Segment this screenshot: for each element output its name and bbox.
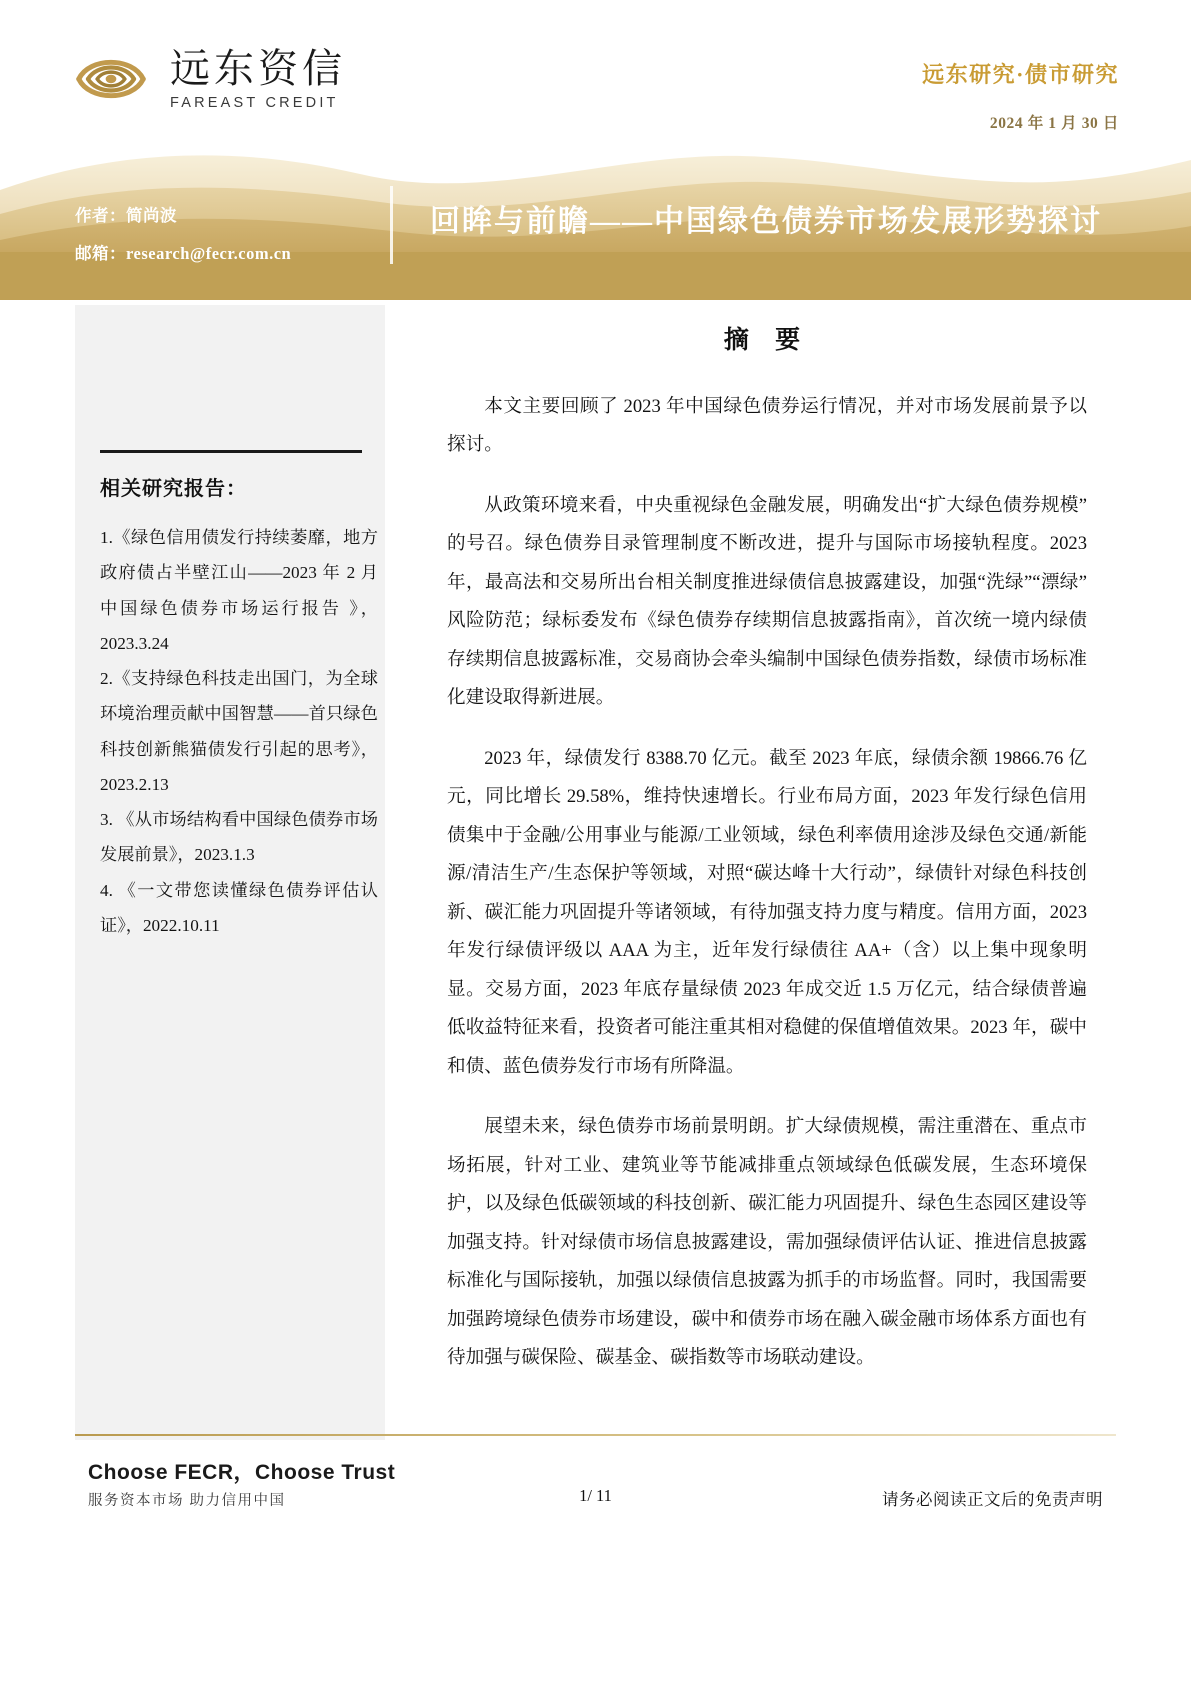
- page-content: [0, 300, 1191, 1430]
- logo-name-cn: 远东资信: [170, 46, 346, 91]
- abstract-title: 摘 要: [723, 327, 811, 354]
- logo-wordmark: [170, 48, 346, 111]
- list-item[interactable]: 3. 《从市场结构看中国绿色债券市场发展前景》，2023.1.3: [100, 810, 378, 865]
- abstract-paragraph: 展望未来，绿色债券市场前景明朗。扩大绿债规模，需注重潜在、重点市场拓展，针对工业、建筑业等节能减排重点领域绿色低碳发展，生态环境保护，以及绿色低碳领域的科技创新、碳汇能力巩固提升、绿色生态园区建设等加强支持。针对绿债市场信息披露建设，需加强绿债评估认证、推进信息披露标准化与国际接轨，加强以绿债信息披露为抓手的市场监督。同时，我国需要加强跨境绿色债券市场建设，碳中和债券市场在融入碳金融市场体系方面也有待加强与碳保险、碳基金、碳指数等市场联动建设。: [447, 1116, 1087, 1369]
- abstract-section: [447, 300, 1087, 1378]
- related-reports-list: [100, 520, 378, 943]
- research-series-label: 远东研究·债市研究: [922, 62, 1119, 87]
- title-banner: [0, 140, 1191, 300]
- abstract-paragraph: 2023 年，绿债发行 8388.70 亿元。截至 2023 年底，绿债余额 19866.76 亿元，同比增长 29.58%，维持快速增长。行业布局方面，2023 年发行绿色信用债集中于金融/公用事业与能源/工业领域，绿色利率债用途涉及绿色交通/新能源/清洁生产/生态保护等领域，对照“碳达峰十大行动”，绿债针对绿色科技创新、碳汇能力巩固提升等诸领域，有待加强支持力度与精度。信用方面，2023 年发行绿债评级以 AAA 为主，近年发行绿债往 AA+（含）以上集中现象明显。交易方面，2023 年底存量绿债 2023 年成交近 1.5 万亿元，结合绿债普遍低收益特征来看，投资者可能注重其相对稳健的保值增值效果。2023 年，碳中和债、蓝色债券发行市场有所降温。: [447, 747, 1087, 1077]
- page-header: [0, 0, 1191, 150]
- related-reports-sidebar: [75, 305, 385, 1440]
- footer-divider: [75, 1434, 1116, 1436]
- page-number: 1/ 11: [579, 1486, 612, 1505]
- email-line: [75, 240, 291, 264]
- list-item[interactable]: 1.《绿色信用债发行持续萎靡，地方政府债占半壁江山——2023 年 2 月中国绿色债券市场运行报告 》， 2023.3.24: [100, 528, 378, 653]
- author-name: 简尚波: [126, 206, 177, 225]
- sidebar-divider: [100, 450, 362, 453]
- abstract-paragraph: 本文主要回顾了 2023 年中国绿色债券运行情况，并对市场发展前景予以探讨。: [447, 396, 1087, 456]
- footer-sub-slogan: 服务资本市场 助力信用中国: [88, 1493, 286, 1509]
- publication-date: 2024 年 1 月 30 日: [989, 115, 1119, 132]
- document-title: 回眸与前瞻——中国绿色债券市场发展形势探讨: [430, 205, 1102, 238]
- email-label: 邮箱：: [75, 244, 126, 263]
- footer-slogan: Choose FECR，Choose Trust: [88, 1461, 396, 1484]
- banner-content: [0, 140, 1191, 300]
- disclaimer-note: 请务必阅读正文后的免责声明: [882, 1490, 1103, 1509]
- author-info: [75, 202, 291, 278]
- author-label: 作者：: [75, 206, 126, 225]
- header-meta: [922, 58, 1119, 133]
- banner-vertical-divider: [390, 186, 393, 264]
- email-address[interactable]: research@fecr.com.cn: [126, 244, 292, 263]
- logo-name-en: FAREAST CREDIT: [170, 94, 339, 111]
- sidebar-heading: 相关研究报告：: [100, 478, 247, 500]
- author-line: [75, 202, 291, 226]
- page-footer: [0, 1434, 1191, 1554]
- abstract-paragraph: 从政策环境来看，中央重视绿色金融发展，明确发出“扩大绿色债券规模”的号召。绿色债券目录管理制度不断改进，提升与国际市场接轨程度。2023 年，最高法和交易所出台相关制度推进绿债信息披露建设，加强“洗绿”“漂绿”风险防范；绿标委发布《绿色债券存续期信息披露指南》，首次统一境内绿债存续期信息披露标准，交易商协会牵头编制中国绿色债券指数，绿债市场标准化建设取得新进展。: [447, 494, 1087, 709]
- brand-logo: [72, 46, 346, 112]
- list-item[interactable]: 4. 《一文带您读懂绿色债券评估认证》，2022.10.11: [100, 880, 378, 935]
- fareast-credit-logo-icon: [72, 46, 150, 112]
- list-item[interactable]: 2.《支持绿色科技走出国门，为全球环境治理贡献中国智慧——首只绿色科技创新熊猫债发行引起的思考》，2023.2.13: [100, 669, 378, 794]
